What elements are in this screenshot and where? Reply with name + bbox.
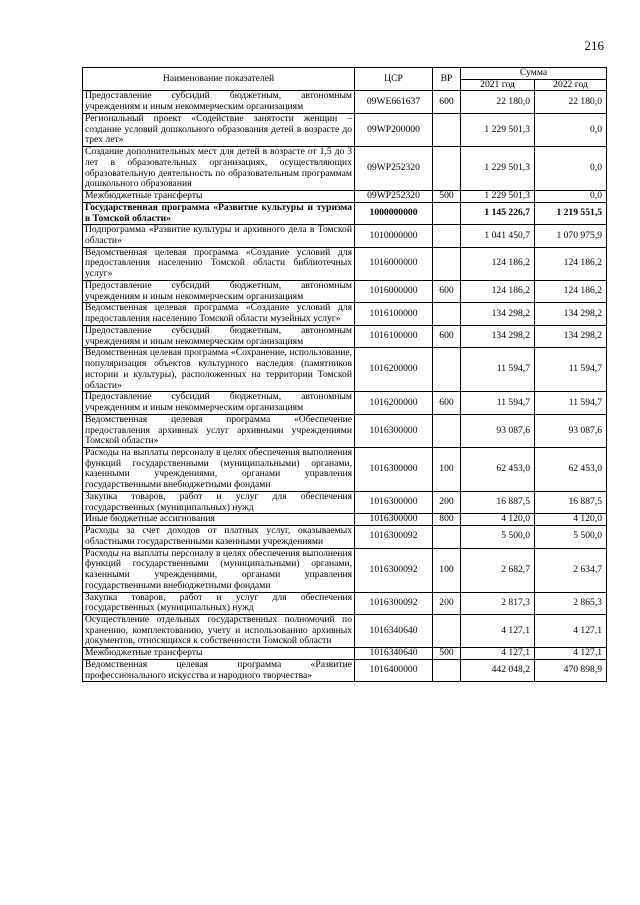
row-amount-2021-cell: 1 229 501,3 [461, 113, 535, 146]
header-name: Наименование показателей [83, 68, 355, 91]
row-vr-cell: 600 [433, 325, 461, 347]
row-vr-cell: 200 [433, 491, 461, 513]
row-name-cell: Осуществление отдельных государственных полномочий по хранению, комплектованию, учету и использованию архивных документов, относящихся к собственности Томской области [83, 614, 355, 647]
row-vr-cell: 800 [433, 514, 461, 526]
table-row [83, 91, 607, 113]
row-amount-2021-cell: 4 120,0 [461, 514, 535, 526]
row-amount-2021-cell: 2 682,7 [461, 548, 535, 592]
row-csr-cell: 1016340640 [355, 614, 433, 647]
row-name-cell: Предоставление субсидий бюджетным, автономным учреждениям и иным некоммерческим организациям [83, 392, 355, 414]
table-row [83, 648, 607, 660]
row-csr-cell: 09WE661637 [355, 91, 433, 113]
row-amount-2021-cell: 1 145 226,7 [461, 202, 535, 224]
row-csr-cell: 1016200000 [355, 392, 433, 414]
row-vr-cell [433, 202, 461, 224]
row-amount-2022-cell: 124 186,2 [535, 247, 607, 280]
row-amount-2021-cell: 93 087,6 [461, 414, 535, 447]
row-amount-2021-cell: 134 298,2 [461, 325, 535, 347]
header-csr: ЦСР [355, 68, 433, 91]
row-vr-cell: 600 [433, 91, 461, 113]
table-row [83, 280, 607, 302]
row-vr-cell [433, 247, 461, 280]
row-amount-2022-cell: 470 898,9 [535, 659, 607, 681]
row-csr-cell: 1000000000 [355, 202, 433, 224]
row-amount-2022-cell: 0,0 [535, 147, 607, 191]
row-csr-cell: 1016300092 [355, 592, 433, 614]
row-csr-cell: 1016300000 [355, 491, 433, 513]
row-amount-2022-cell: 11 594,7 [535, 392, 607, 414]
row-vr-cell [433, 303, 461, 325]
row-name-cell: Ведомственная целевая программа «Создание условий для предоставления населению Томской области музейных услуг» [83, 303, 355, 325]
row-amount-2021-cell: 1 229 501,3 [461, 191, 535, 203]
row-name-cell: Ведомственная целевая программа «Создание условий для предоставления населению Томской области библиотечных услуг» [83, 247, 355, 280]
row-vr-cell: 100 [433, 548, 461, 592]
row-vr-cell: 200 [433, 592, 461, 614]
row-name-cell: Расходы на выплаты персоналу в целях обеспечения выполнения функций государственными (муниципальными) органами, казенными учреждениями, органами управления государственными внебюджетными фондами [83, 447, 355, 491]
row-csr-cell: 1016300092 [355, 548, 433, 592]
row-name-cell: Подпрограмма «Развитие культуры и архивного дела в Томской области» [83, 225, 355, 247]
row-amount-2022-cell: 62 453,0 [535, 447, 607, 491]
table-row [83, 414, 607, 447]
row-csr-cell: 1016000000 [355, 247, 433, 280]
row-amount-2021-cell: 11 594,7 [461, 348, 535, 392]
row-amount-2022-cell: 124 186,2 [535, 280, 607, 302]
row-amount-2021-cell: 4 127,1 [461, 648, 535, 660]
row-vr-cell [433, 348, 461, 392]
row-amount-2021-cell: 134 298,2 [461, 303, 535, 325]
row-name-cell: Ведомственная целевая программа «Развитие профессионального искусства и народного творчества» [83, 659, 355, 681]
row-name-cell: Предоставление субсидий бюджетным, автономным учреждениям и иным некоммерческим организациям [83, 91, 355, 113]
row-amount-2022-cell: 0,0 [535, 191, 607, 203]
row-amount-2021-cell: 124 186,2 [461, 280, 535, 302]
row-amount-2022-cell: 93 087,6 [535, 414, 607, 447]
table-row [83, 147, 607, 191]
row-csr-cell: 09WP252320 [355, 191, 433, 203]
row-amount-2021-cell: 1 229 501,3 [461, 147, 535, 191]
row-name-cell: Предоставление субсидий бюджетным, автономным учреждениям и иным некоммерческим организациям [83, 325, 355, 347]
table-row [83, 202, 607, 224]
table-body [83, 91, 607, 682]
row-vr-cell: 600 [433, 280, 461, 302]
row-vr-cell [433, 113, 461, 146]
table-row [83, 247, 607, 280]
row-amount-2021-cell: 4 127,1 [461, 614, 535, 647]
row-csr-cell: 09WP200000 [355, 113, 433, 146]
row-name-cell: Региональный проект «Содействие занятости женщин – создание условий дошкольного образования детей в возрасте до трех лет» [83, 113, 355, 146]
row-vr-cell [433, 614, 461, 647]
row-vr-cell [433, 225, 461, 247]
row-name-cell: Создание дополнительных мест для детей в возрасте от 1,5 до 3 лет в образовательных организациях, осуществляющих образовательную деятельность по образовательным программам дошкольного образования [83, 147, 355, 191]
row-amount-2021-cell: 2 817,3 [461, 592, 535, 614]
table-row [83, 113, 607, 146]
row-csr-cell: 1016300000 [355, 514, 433, 526]
table-row [83, 325, 607, 347]
row-csr-cell: 1016100000 [355, 325, 433, 347]
row-amount-2021-cell: 124 186,2 [461, 247, 535, 280]
row-amount-2021-cell: 1 041 450,7 [461, 225, 535, 247]
row-name-cell: Предоставление субсидий бюджетным, автономным учреждениям и иным некоммерческим организациям [83, 280, 355, 302]
row-vr-cell [433, 659, 461, 681]
table-row [83, 514, 607, 526]
row-csr-cell: 1016400000 [355, 659, 433, 681]
row-vr-cell: 500 [433, 648, 461, 660]
row-vr-cell: 600 [433, 392, 461, 414]
table-row [83, 348, 607, 392]
row-csr-cell: 1016000000 [355, 280, 433, 302]
row-vr-cell: 500 [433, 191, 461, 203]
budget-table [82, 67, 607, 682]
row-vr-cell: 100 [433, 447, 461, 491]
table-row [83, 592, 607, 614]
header-year-2021: 2021 год [461, 79, 535, 91]
row-amount-2022-cell: 134 298,2 [535, 325, 607, 347]
table-row [83, 191, 607, 203]
row-vr-cell [433, 147, 461, 191]
row-amount-2022-cell: 4 127,1 [535, 614, 607, 647]
table-row [83, 392, 607, 414]
page-number: 216 [584, 38, 604, 53]
row-name-cell: Закупка товаров, работ и услуг для обеспечения государственных (муниципальных) нужд [83, 592, 355, 614]
row-csr-cell: 1016300092 [355, 526, 433, 548]
row-amount-2022-cell: 1 219 551,5 [535, 202, 607, 224]
row-amount-2022-cell: 0,0 [535, 113, 607, 146]
row-amount-2022-cell: 2 865,3 [535, 592, 607, 614]
row-amount-2022-cell: 11 594,7 [535, 348, 607, 392]
header-vr: ВР [433, 68, 461, 91]
row-csr-cell: 1016200000 [355, 348, 433, 392]
row-name-cell: Ведомственная целевая программа «Обеспечение предоставления архивных услуг архивными учреждениями Томской области» [83, 414, 355, 447]
row-vr-cell [433, 414, 461, 447]
row-amount-2021-cell: 16 887,5 [461, 491, 535, 513]
row-amount-2021-cell: 11 594,7 [461, 392, 535, 414]
row-csr-cell: 1010000000 [355, 225, 433, 247]
row-csr-cell: 09WP252320 [355, 147, 433, 191]
row-name-cell: Межбюджетные трансферты [83, 191, 355, 203]
table-header [83, 68, 607, 91]
table-row [83, 491, 607, 513]
row-name-cell: Иные бюджетные ассигнования [83, 514, 355, 526]
row-amount-2021-cell: 22 180,0 [461, 91, 535, 113]
row-amount-2022-cell: 16 887,5 [535, 491, 607, 513]
row-name-cell: Расходы на выплаты персоналу в целях обеспечения выполнения функций государственными (муниципальными) органами, казенными учреждениями, органами управления государственными внебюджетными фондами [83, 548, 355, 592]
row-amount-2022-cell: 134 298,2 [535, 303, 607, 325]
row-csr-cell: 1016300000 [355, 414, 433, 447]
row-csr-cell: 1016300000 [355, 447, 433, 491]
row-amount-2021-cell: 62 453,0 [461, 447, 535, 491]
row-name-cell: Закупка товаров, работ и услуг для обеспечения государственных (муниципальных) нужд [83, 491, 355, 513]
table-row [83, 614, 607, 647]
row-amount-2022-cell: 4 120,0 [535, 514, 607, 526]
row-name-cell: Межбюджетные трансферты [83, 648, 355, 660]
row-amount-2022-cell: 2 634,7 [535, 548, 607, 592]
row-amount-2021-cell: 442 048,2 [461, 659, 535, 681]
table-row [83, 225, 607, 247]
row-amount-2022-cell: 5 500,0 [535, 526, 607, 548]
row-name-cell: Расходы за счет доходов от платных услуг, оказываемых областными государственными казенными учреждениями [83, 526, 355, 548]
row-name-cell: Государственная программа «Развитие культуры и туризма в Томской области» [83, 202, 355, 224]
table-row [83, 303, 607, 325]
row-amount-2021-cell: 5 500,0 [461, 526, 535, 548]
header-year-2022: 2022 год [535, 79, 607, 91]
row-csr-cell: 1016100000 [355, 303, 433, 325]
table-row [83, 447, 607, 491]
row-csr-cell: 1016340640 [355, 648, 433, 660]
row-amount-2022-cell: 22 180,0 [535, 91, 607, 113]
row-name-cell: Ведомственная целевая программа «Сохранение, использование, популяризация объектов культурного наследия (памятников истории и культуры), расположенных на территории Томской области» [83, 348, 355, 392]
table-row [83, 659, 607, 681]
row-amount-2022-cell: 1 070 975,9 [535, 225, 607, 247]
header-sum: Сумма [461, 68, 607, 80]
row-vr-cell [433, 526, 461, 548]
table-row [83, 548, 607, 592]
row-amount-2022-cell: 4 127,1 [535, 648, 607, 660]
table-row [83, 526, 607, 548]
